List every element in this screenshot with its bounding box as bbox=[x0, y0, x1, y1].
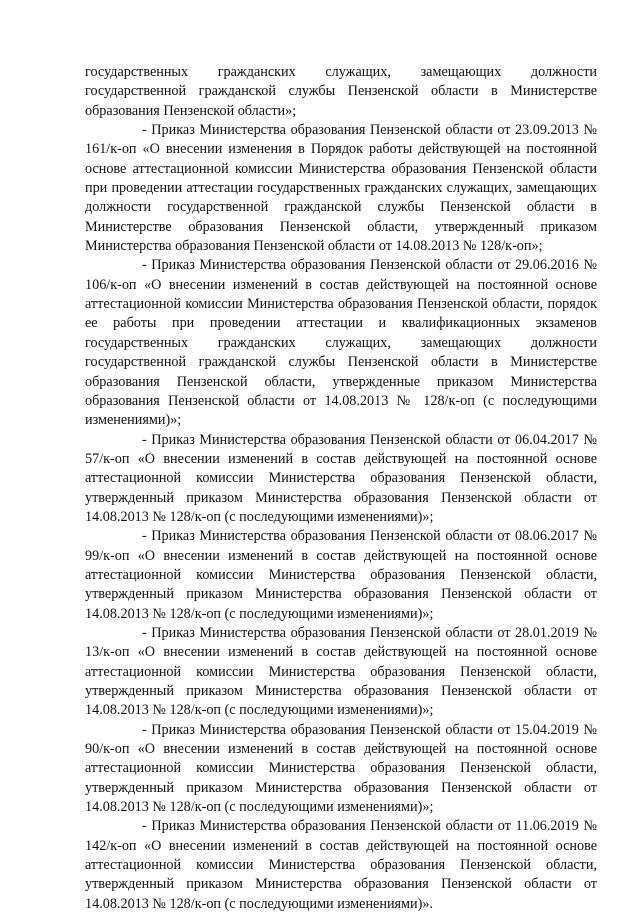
list-item-order-90: - Приказ Министерства образования Пензенской области от 15.04.2019 № 90/к-оп «О внесении изменений в состав действующей на постоянной основе аттестационной комиссии Министерства образования Пензенской области, утвержденный приказом Министерства образования Пензенской области от 14.08.2013 № 128/к-оп (с последующими изменениями)»; bbox=[85, 721, 597, 816]
list-item-order-106: - Приказ Министерства образования Пензенской области от 29.06.2016 № 106/к-оп «О внесении изменений в состав действующей на постоянной основе аттестационной комиссии Министерства образования Пензенской области, порядок ее работы при проведении аттестации и квалификационных экзаменов государственных гражданских служащих, замещающих должности государственной гражданской службы Пензенской области в Министерстве образования Пензенской области, утвержденные приказом Министерства образования Пензенской области от 14.08.2013 № 128/к-оп (с последующими изменениями)»; bbox=[85, 257, 597, 429]
list-item-order-13: - Приказ Министерства образования Пензенской области от 28.01.2019 № 13/к-оп «О внесении изменений в состав действующей на постоянной основе аттестационной комиссии Министерства образования Пензенской области, утвержденный приказом Министерства образования Пензенской области от 14.08.2013 № 128/к-оп (с последующими изменениями)»; bbox=[85, 624, 597, 719]
list-item-order-57: - Приказ Министерства образования Пензенской области от 06.04.2017 № 57/к-оп «О внесении изменений в состав действующей на постоянной основе аттестационной комиссии Министерства образования Пензенской области, утвержденный приказом Министерства образования Пензенской области от 14.08.2013 № 128/к-оп (с последующими изменениями)»; bbox=[85, 431, 597, 525]
list-item-order-161: - Приказ Министерства образования Пензенской области от 23.09.2013 № 161/к-оп «О внесении изменения в Порядок работы действующей на постоянной основе аттестационной комиссии Министерства образования Пензенской области при проведении аттестации государственных гражданских служащих, замещающих должности государственной гражданской службы Пензенской области в Министерстве образования Пензенской области, утвержденный приказом Министерства образования Пензенской области от 14.08.2013 № 128/к-оп»; bbox=[85, 122, 597, 255]
paragraph-continuation: государственных гражданских служащих, замещающих должности государственной гражданской службы Пензенской области в Министерстве образования Пензенской области»; bbox=[85, 64, 597, 119]
list-item-order-99: - Приказ Министерства образования Пензенской области от 08.06.2017 № 99/к-оп «О внесении изменений в состав действующей на постоянной основе аттестационной комиссии Министерства образования Пензенской области, утвержденный приказом Министерства образования Пензенской области от 14.08.2013 № 128/к-оп (с последующими изменениями)»; bbox=[85, 528, 597, 622]
document-body bbox=[85, 63, 597, 914]
list-item-order-142: - Приказ Министерства образования Пензенской области от 11.06.2019 № 142/к-оп «О внесении изменений в состав действующей на постоянной основе аттестационной комиссии Министерства образования Пензенской области, утвержденный приказом Министерства образования Пензенской области от 14.08.2013 № 128/к-оп (с последующими изменениями)». bbox=[85, 818, 597, 912]
